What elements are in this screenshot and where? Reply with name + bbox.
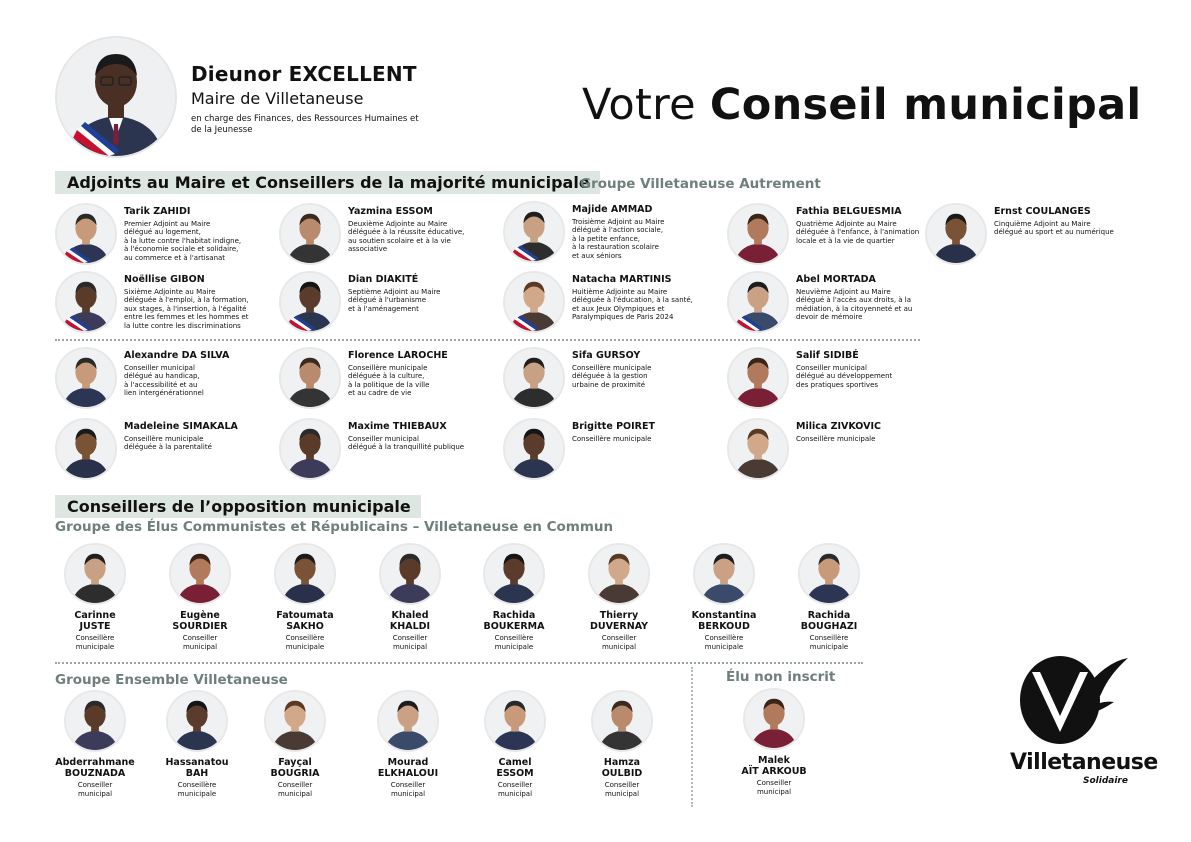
page-title-light: Votre [582, 80, 696, 130]
group-non-inscrit-label: Élu non inscrit [726, 669, 836, 685]
member-name: Ernst COULANGES [994, 206, 1091, 217]
member-role: Conseiller municipal délégué à la tranquillité publique [348, 435, 465, 452]
opposition-member [571, 543, 667, 651]
portrait-icon [66, 545, 124, 603]
member-role: Conseillère municipale [494, 634, 534, 651]
member-photo [55, 203, 117, 265]
member-photo [64, 690, 126, 752]
member-photo [798, 543, 860, 605]
member-name: Alexandre DA SILVA [124, 350, 230, 361]
villetaneuse-logo-icon [1010, 652, 1135, 752]
member-photo [503, 418, 565, 480]
opposition-member [360, 690, 456, 798]
mayor-photo [55, 36, 177, 158]
member-photo [166, 690, 228, 752]
opposition-member [152, 543, 248, 651]
member-photo [64, 543, 126, 605]
portrait-icon [505, 420, 563, 478]
member-photo [743, 688, 805, 750]
member-photo [503, 347, 565, 409]
member-last-name: KHALDI [389, 621, 431, 632]
non-inscrit-divider [691, 667, 693, 807]
member-role: Conseiller municipal [77, 781, 113, 798]
member-last-name: ELKHALOUI [377, 768, 439, 779]
member-role: Conseiller municipal [277, 781, 313, 798]
member-photo [274, 543, 336, 605]
member-role: Quatrième Adjointe au Maire déléguée à l'enfance, à l'animation locale et à la vie de quartier [796, 220, 920, 245]
portrait-icon [505, 273, 563, 331]
member-photo [727, 347, 789, 409]
member-first-name: Carinne [74, 610, 116, 621]
member-name: Majide AMMAD [572, 204, 653, 215]
portrait-icon [486, 692, 544, 750]
portrait-icon [800, 545, 858, 603]
portrait-icon [57, 273, 115, 331]
member-photo [169, 543, 231, 605]
portrait-icon [379, 692, 437, 750]
page-title-bold: Conseil municipal [709, 80, 1142, 130]
member-role: Conseiller municipal délégué au handicap, à l'accessibilité et au lien intergénérationnel [124, 364, 204, 398]
member-last-name: BERKOUD [698, 621, 750, 632]
portrait-icon [168, 692, 226, 750]
opposition-heading: Conseillers de l’opposition municipale [55, 495, 421, 518]
member-first-name: Fatoumata [276, 610, 334, 621]
opposition-member [466, 543, 562, 651]
opposition-member [676, 543, 772, 651]
member-role: Conseiller municipal [601, 634, 637, 651]
logo-name: Villetaneuse [1010, 750, 1158, 775]
member-name: Yazmina ESSOM [348, 206, 433, 217]
member-photo [279, 271, 341, 333]
member-role: Septième Adjoint au Maire délégué à l'urbanisme et à l'aménagement [348, 288, 441, 313]
member-role: Conseiller municipal [392, 634, 428, 651]
member-role: Conseiller municipal [604, 781, 640, 798]
opposition-member [781, 543, 877, 651]
logo-mark [1010, 652, 1135, 752]
opposition-member [47, 690, 143, 798]
portrait-icon [505, 349, 563, 407]
mayor-portrait-icon [57, 38, 175, 156]
portrait-icon [695, 545, 753, 603]
portrait-icon [729, 205, 787, 263]
portrait-icon [266, 692, 324, 750]
group-commun-label: Groupe des Élus Communistes et Républicains – Villetaneuse en Commun [55, 519, 614, 535]
portrait-icon [485, 545, 543, 603]
member-role: Conseillère municipale [704, 634, 744, 651]
member-name: Abel MORTADA [796, 274, 876, 285]
member-last-name: BOUKERMA [483, 621, 545, 632]
mayor-role: Maire de Villetaneuse [191, 89, 364, 108]
member-first-name: Mourad [387, 757, 429, 768]
member-photo [377, 690, 439, 752]
member-last-name: AÏT ARKOUB [741, 766, 807, 777]
member-last-name: BAH [185, 768, 209, 779]
opposition-member [467, 690, 563, 798]
member-last-name: DUVERNAY [589, 621, 649, 632]
member-name: Fathia BELGUESMIA [796, 206, 902, 217]
member-role: Conseillère municipale déléguée à la culture, à la politique de la ville et au cadre de vie [348, 364, 430, 398]
portrait-icon [57, 349, 115, 407]
member-photo [264, 690, 326, 752]
member-photo [503, 201, 565, 263]
portrait-icon [927, 205, 985, 263]
member-role: Neuvième Adjoint au Maire délégué à l'accès aux droits, à la médiation, à la citoyenneté et au devoir de mémoire [796, 288, 913, 322]
mayor-name: Dieunor EXCELLENT [191, 62, 417, 86]
member-photo [55, 418, 117, 480]
logo-subtitle: Solidaire [1083, 776, 1128, 786]
member-photo [693, 543, 755, 605]
member-photo [727, 203, 789, 265]
member-first-name: Thierry [599, 610, 639, 621]
opposition-member [362, 543, 458, 651]
page-title [582, 80, 1141, 130]
member-photo [503, 271, 565, 333]
member-role: Conseillère municipale [285, 634, 325, 651]
member-name: Florence LAROCHE [348, 350, 448, 361]
member-photo [483, 543, 545, 605]
portrait-icon [729, 273, 787, 331]
portrait-icon [729, 349, 787, 407]
member-first-name: Eugène [180, 610, 220, 621]
member-role: Conseillère municipale [75, 634, 115, 651]
member-name: Milica ZIVKOVIC [796, 421, 881, 432]
member-role: Conseillère municipale [796, 435, 876, 443]
member-last-name: OULBID [601, 768, 643, 779]
opposition-member [257, 543, 353, 651]
member-photo [727, 271, 789, 333]
member-first-name: Abderrahmane [55, 757, 135, 768]
member-first-name: Hamza [603, 757, 641, 768]
portrait-icon [276, 545, 334, 603]
member-name: Tarik ZAHIDI [124, 206, 191, 217]
member-last-name: ESSOM [496, 768, 534, 779]
member-role: Deuxième Adjointe au Maire déléguée à la réussite éducative, au soutien scolaire et à la vie associative [348, 220, 465, 254]
portrait-icon [281, 420, 339, 478]
member-first-name: Rachida [492, 610, 536, 621]
member-name: Salif SIDIBÉ [796, 350, 859, 361]
portrait-icon [729, 420, 787, 478]
member-name: Dian DIAKITÉ [348, 274, 419, 285]
portrait-icon [57, 420, 115, 478]
group-autrement-label: Groupe Villetaneuse Autrement [580, 176, 821, 192]
member-role: Huitième Adjointe au Maire déléguée à l'éducation, à la santé, et aux Jeux Olympiques et Paralympiques de Paris 2024 [572, 288, 693, 322]
member-photo [55, 347, 117, 409]
opposition-divider [55, 662, 863, 664]
portrait-icon [66, 692, 124, 750]
member-role: Conseiller municipal délégué au développement des pratiques sportives [796, 364, 893, 389]
member-last-name: JUSTE [79, 621, 111, 632]
member-photo [588, 543, 650, 605]
member-last-name: BOUGRIA [270, 768, 320, 779]
member-last-name: SOURDIER [172, 621, 228, 632]
member-name: Madeleine SIMAKALA [124, 421, 238, 432]
member-name: Noëllise GIBON [124, 274, 205, 285]
member-photo [484, 690, 546, 752]
opposition-member [574, 690, 670, 798]
member-first-name: Rachida [807, 610, 851, 621]
portrait-icon [381, 545, 439, 603]
member-photo [279, 203, 341, 265]
member-first-name: Malek [758, 755, 790, 766]
majority-heading: Adjoints au Maire et Conseillers de la majorité municipale [55, 171, 600, 194]
opposition-member [47, 543, 143, 651]
member-photo [279, 418, 341, 480]
opposition-member [149, 690, 245, 798]
member-role: Conseiller municipal [390, 781, 426, 798]
member-role: Conseiller municipal [182, 634, 218, 651]
member-role: Conseillère municipale déléguée à la parentalité [124, 435, 212, 452]
opposition-member [247, 690, 343, 798]
mayor-description: en charge des Finances, des Ressources Humaines et de la Jeunesse [191, 114, 419, 135]
member-role: Conseiller municipal [497, 781, 533, 798]
portrait-icon [590, 545, 648, 603]
member-photo [591, 690, 653, 752]
member-first-name: Camel [498, 757, 532, 768]
member-last-name: BOUGHAZI [800, 621, 858, 632]
portrait-icon [281, 205, 339, 263]
member-first-name: Konstantina [691, 610, 757, 621]
portrait-icon [57, 205, 115, 263]
member-name: Sifa GURSOY [572, 350, 641, 361]
member-last-name: SAKHO [286, 621, 324, 632]
portrait-icon [593, 692, 651, 750]
member-role: Sixième Adjointe au Maire déléguée à l'emploi, à la formation, aux stages, à l'insertion, à l'égalité entre les femmes et les hommes et la lutte contre les discriminations [124, 288, 249, 330]
member-first-name: Fayçal [278, 757, 312, 768]
member-name: Natacha MARTINIS [572, 274, 672, 285]
member-photo [379, 543, 441, 605]
portrait-icon [745, 690, 803, 748]
member-first-name: Khaled [391, 610, 429, 621]
opposition-member [726, 688, 822, 796]
group-ensemble-label: Groupe Ensemble Villetaneuse [55, 672, 288, 688]
portrait-icon [505, 203, 563, 261]
portrait-icon [281, 273, 339, 331]
portrait-icon [171, 545, 229, 603]
member-role: Premier Adjoint au Maire délégué au logement, à la lutte contre l'habitat indigne, à l'économie sociale et solidaire, au commerce et à l'artisanat [124, 220, 242, 262]
member-photo [727, 418, 789, 480]
member-role: Cinquième Adjoint au Maire délégué au sport et au numérique [994, 220, 1114, 237]
member-photo [55, 271, 117, 333]
member-photo [925, 203, 987, 265]
majority-divider [55, 339, 920, 341]
portrait-icon [281, 349, 339, 407]
member-role: Troisième Adjoint au Maire délégué à l'action sociale, à la petite enfance, à la restauration scolaire et aux séniors [572, 218, 665, 260]
member-photo [279, 347, 341, 409]
member-role: Conseiller municipal [756, 779, 792, 796]
member-role: Conseillère municipale déléguée à la gestion urbaine de proximité [572, 364, 652, 389]
member-first-name: Hassanatou [165, 757, 229, 768]
member-name: Maxime THIEBAUX [348, 421, 447, 432]
member-role: Conseillère municipale [809, 634, 849, 651]
member-role: Conseillère municipale [572, 435, 652, 443]
member-role: Conseillère municipale [177, 781, 217, 798]
member-name: Brigitte POIRET [572, 421, 655, 432]
member-last-name: BOUZNADA [64, 768, 126, 779]
